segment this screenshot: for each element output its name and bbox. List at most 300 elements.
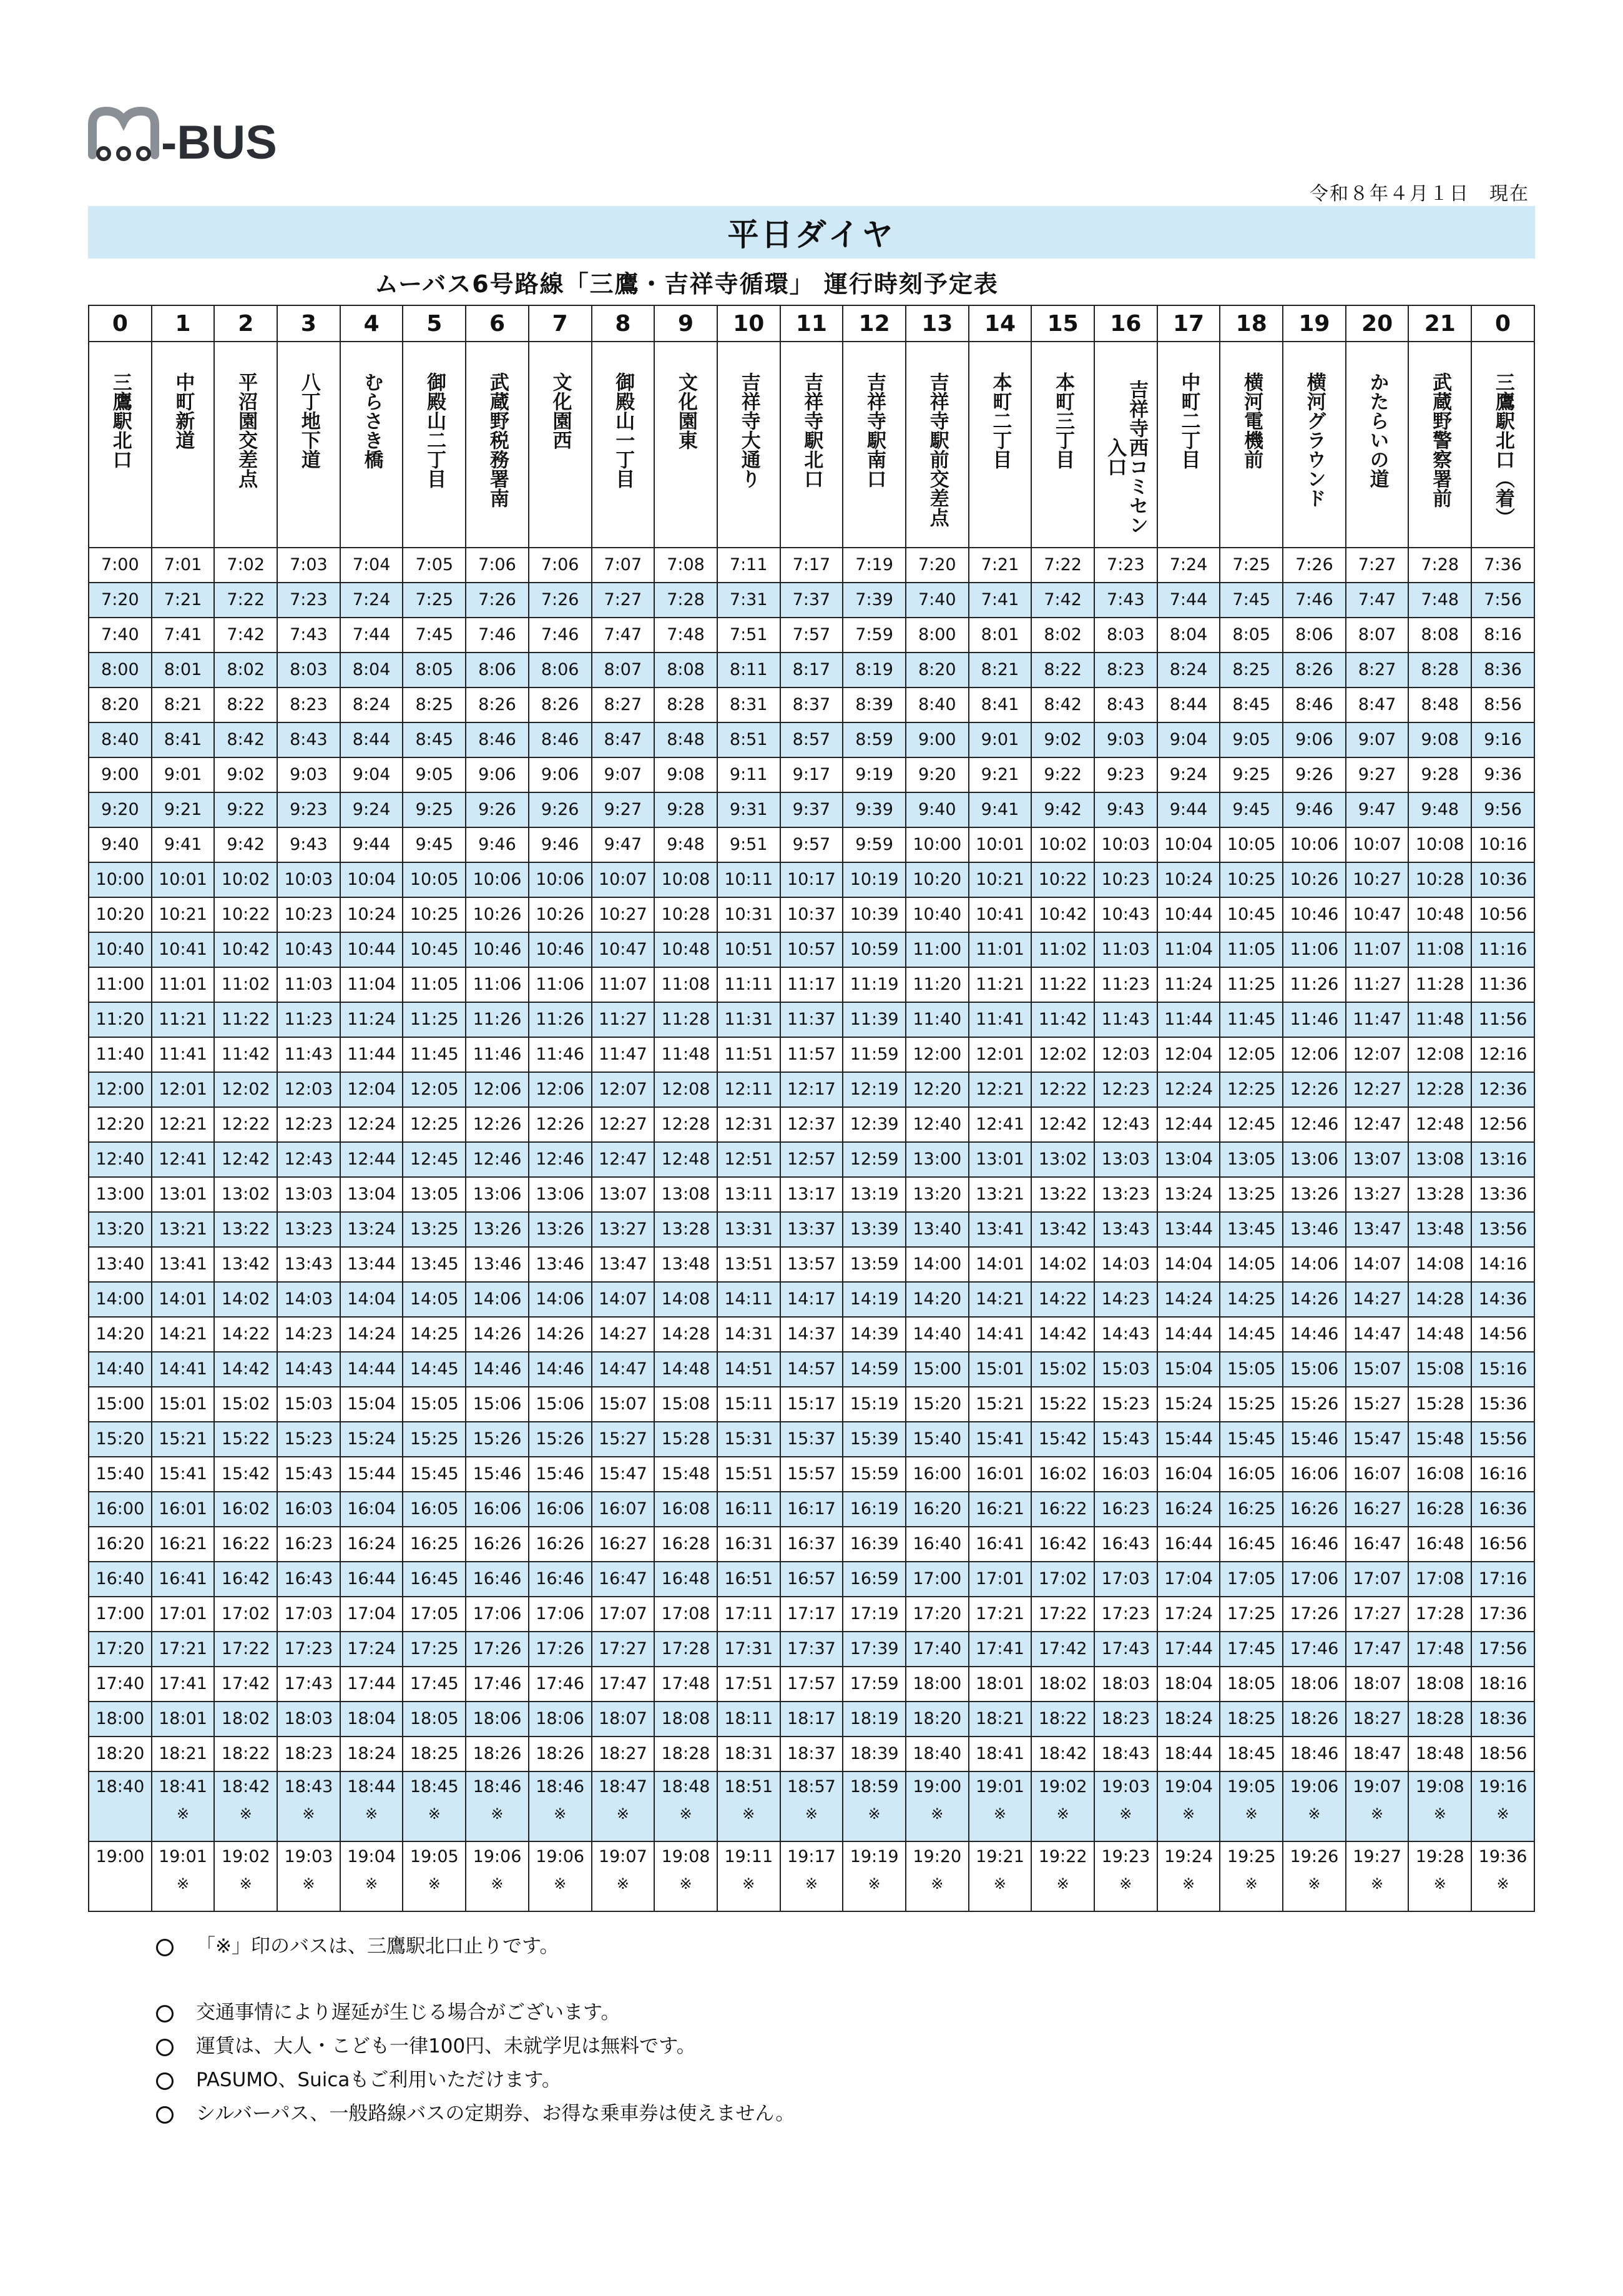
time-cell xyxy=(1094,1002,1157,1037)
departure-time: 12:25 xyxy=(1227,1080,1276,1100)
departure-time: 12:08 xyxy=(1415,1045,1464,1065)
departure-time: 7:44 xyxy=(1169,590,1208,610)
time-cell xyxy=(529,1352,592,1387)
time-cell xyxy=(717,1387,780,1422)
time-cell xyxy=(340,1037,403,1072)
departure-time: 11:06 xyxy=(473,975,522,995)
time-cell xyxy=(1471,1037,1534,1072)
departure-time: 18:36 xyxy=(1478,1709,1527,1729)
time-cell xyxy=(152,932,215,967)
departure-time: 13:27 xyxy=(598,1219,647,1239)
departure-time: 16:26 xyxy=(1290,1499,1339,1519)
terminal-mark: ※ xyxy=(554,1875,567,1893)
departure-time: 15:41 xyxy=(976,1429,1024,1449)
terminal-mark: ※ xyxy=(1371,1805,1384,1823)
departure-time: 14:01 xyxy=(159,1289,207,1309)
time-cell xyxy=(1220,722,1283,757)
time-cell xyxy=(906,967,969,1002)
time-cell xyxy=(1346,1632,1409,1667)
departure-time: 7:36 xyxy=(1484,555,1522,575)
departure-time: 16:19 xyxy=(850,1499,899,1519)
time-cell xyxy=(906,1667,969,1702)
time-cell xyxy=(1283,1841,1346,1911)
departure-time: 15:48 xyxy=(1415,1429,1464,1449)
departure-time: 17:01 xyxy=(159,1604,207,1624)
departure-time: 11:00 xyxy=(913,940,962,960)
time-cell xyxy=(592,1002,655,1037)
departure-time: 13:47 xyxy=(598,1254,647,1274)
departure-time: 13:40 xyxy=(913,1219,962,1239)
departure-time: 15:27 xyxy=(1353,1394,1401,1414)
departure-time: 9:56 xyxy=(1484,800,1522,820)
stop-name-cell xyxy=(214,342,277,548)
departure-time: 10:44 xyxy=(347,940,396,960)
departure-time: 15:00 xyxy=(96,1394,145,1414)
departure-time: 16:46 xyxy=(536,1569,585,1589)
stop-number: 2 xyxy=(214,305,277,342)
time-cell xyxy=(592,1352,655,1387)
departure-time: 8:07 xyxy=(604,660,642,680)
departure-time: 13:39 xyxy=(850,1219,899,1239)
stop-name: 吉祥寺駅前交差点 xyxy=(926,372,949,527)
time-cell xyxy=(1346,862,1409,897)
departure-time: 16:27 xyxy=(1353,1499,1401,1519)
time-cell xyxy=(654,1177,717,1212)
departure-time: 18:08 xyxy=(1415,1674,1464,1694)
stop-name: 中町新道 xyxy=(172,372,195,450)
time-cell xyxy=(1408,827,1471,862)
time-cell xyxy=(1283,687,1346,722)
time-cell xyxy=(1346,1387,1409,1422)
time-cell xyxy=(592,1212,655,1247)
departure-time: 13:20 xyxy=(913,1185,962,1205)
time-cell xyxy=(403,1632,466,1667)
time-cell xyxy=(1094,548,1157,583)
time-cell xyxy=(1283,827,1346,862)
departure-time: 12:21 xyxy=(159,1115,207,1135)
time-cell xyxy=(1031,1037,1094,1072)
time-cell xyxy=(466,1841,529,1911)
time-cell xyxy=(1283,1072,1346,1107)
departure-time: 18:11 xyxy=(724,1709,773,1729)
time-cell xyxy=(717,1177,780,1212)
time-cell xyxy=(1031,1527,1094,1562)
departure-time: 17:08 xyxy=(1415,1569,1464,1589)
departure-time: 18:31 xyxy=(724,1744,773,1764)
time-cell xyxy=(592,653,655,687)
time-cell xyxy=(1283,1317,1346,1352)
time-cell xyxy=(780,1667,843,1702)
table-row xyxy=(89,1072,1534,1107)
time-cell xyxy=(1346,1247,1409,1282)
departure-time: 18:24 xyxy=(347,1744,396,1764)
departure-time: 17:16 xyxy=(1478,1569,1527,1589)
stop-name-cell xyxy=(592,342,655,548)
terminal-mark: ※ xyxy=(616,1875,629,1893)
departure-time: 10:23 xyxy=(284,905,333,925)
departure-time: 14:20 xyxy=(913,1289,962,1309)
time-cell xyxy=(1346,1702,1409,1737)
time-cell xyxy=(340,1562,403,1597)
time-cell xyxy=(466,1771,529,1841)
time-cell xyxy=(340,1597,403,1632)
time-cell xyxy=(1094,1072,1157,1107)
departure-time: 7:43 xyxy=(1107,590,1145,610)
time-cell xyxy=(277,1352,340,1387)
table-row xyxy=(89,1702,1534,1737)
departure-time: 12:00 xyxy=(96,1080,145,1100)
time-cell xyxy=(89,1632,152,1667)
note-item: 交通事情により遅延が生じる場合がございます。 xyxy=(156,1996,795,2029)
table-row xyxy=(89,1422,1534,1457)
terminal-mark: ※ xyxy=(679,1805,692,1823)
departure-time: 7:28 xyxy=(1421,555,1459,575)
departure-time: 17:20 xyxy=(913,1604,962,1624)
time-cell xyxy=(277,1492,340,1527)
time-cell xyxy=(717,792,780,827)
departure-time: 7:21 xyxy=(164,590,202,610)
departure-time: 14:46 xyxy=(473,1359,522,1379)
departure-time: 12:24 xyxy=(1164,1080,1213,1100)
departure-time: 14:06 xyxy=(473,1289,522,1309)
note-item: 運賃は、大人・こども一律100円、未就学児は無料です。 xyxy=(156,2029,795,2063)
departure-time: 17:03 xyxy=(284,1604,333,1624)
time-cell xyxy=(1408,1107,1471,1142)
departure-time: 18:40 xyxy=(913,1744,962,1764)
departure-time: 8:27 xyxy=(604,695,642,715)
departure-time: 9:05 xyxy=(1232,730,1271,750)
time-cell xyxy=(1220,897,1283,932)
time-cell xyxy=(1220,967,1283,1002)
time-cell xyxy=(780,1037,843,1072)
departure-time: 7:27 xyxy=(1358,555,1396,575)
time-cell xyxy=(969,1002,1032,1037)
departure-time: 12:02 xyxy=(1038,1045,1087,1065)
time-cell xyxy=(1157,827,1220,862)
departure-time: 16:47 xyxy=(598,1569,647,1589)
time-cell xyxy=(1408,1632,1471,1667)
time-cell xyxy=(89,1562,152,1597)
time-cell xyxy=(1408,1737,1471,1771)
time-cell xyxy=(340,827,403,862)
time-cell xyxy=(214,1457,277,1492)
time-cell xyxy=(340,1771,403,1841)
time-cell xyxy=(403,932,466,967)
time-cell xyxy=(152,897,215,932)
stop-name-cell xyxy=(403,342,466,548)
departure-time: 15:05 xyxy=(1227,1359,1276,1379)
terminal-mark: ※ xyxy=(1245,1875,1258,1893)
departure-time: 7:00 xyxy=(101,555,139,575)
departure-time: 9:22 xyxy=(1044,765,1082,785)
departure-time: 18:26 xyxy=(536,1744,585,1764)
time-cell xyxy=(717,932,780,967)
departure-time: 17:40 xyxy=(96,1674,145,1694)
departure-time: 11:42 xyxy=(1038,1010,1087,1030)
time-cell xyxy=(1220,1212,1283,1247)
departure-time: 10:16 xyxy=(1478,835,1527,855)
time-cell xyxy=(340,862,403,897)
time-cell xyxy=(1346,1072,1409,1107)
time-cell xyxy=(1031,932,1094,967)
time-cell xyxy=(1031,757,1094,792)
departure-time: 8:51 xyxy=(729,730,768,750)
time-cell xyxy=(780,862,843,897)
departure-time: 16:42 xyxy=(1038,1534,1087,1554)
time-cell xyxy=(1157,1002,1220,1037)
time-cell xyxy=(1220,1457,1283,1492)
time-cell xyxy=(340,1072,403,1107)
departure-time: 15:22 xyxy=(221,1429,270,1449)
time-cell xyxy=(1220,1177,1283,1212)
time-cell xyxy=(1283,897,1346,932)
departure-time: 12:07 xyxy=(1353,1045,1401,1065)
departure-time: 16:16 xyxy=(1478,1464,1527,1484)
time-cell xyxy=(89,687,152,722)
departure-time: 7:21 xyxy=(981,555,1019,575)
time-cell xyxy=(403,1282,466,1317)
time-cell xyxy=(89,1597,152,1632)
departure-time: 14:04 xyxy=(347,1289,396,1309)
departure-time: 18:07 xyxy=(598,1709,647,1729)
departure-time: 12:27 xyxy=(598,1115,647,1135)
time-cell xyxy=(152,967,215,1002)
time-cell xyxy=(1346,1457,1409,1492)
time-cell xyxy=(152,862,215,897)
departure-time: 9:06 xyxy=(541,765,579,785)
departure-time: 12:43 xyxy=(284,1150,333,1170)
departure-time: 12:03 xyxy=(1101,1045,1150,1065)
time-cell xyxy=(843,1107,906,1142)
table-row xyxy=(89,548,1534,583)
departure-time: 9:07 xyxy=(604,765,642,785)
departure-time: 10:45 xyxy=(1227,905,1276,925)
time-cell xyxy=(906,548,969,583)
departure-time: 12:06 xyxy=(473,1080,522,1100)
stop-name-cell xyxy=(1220,342,1283,548)
time-cell xyxy=(466,1527,529,1562)
time-cell xyxy=(906,1527,969,1562)
departure-time: 19:02 xyxy=(1038,1776,1087,1796)
time-cell xyxy=(529,1177,592,1212)
departure-time: 8:43 xyxy=(290,730,328,750)
stop-number: 9 xyxy=(654,305,717,342)
departure-time: 14:22 xyxy=(221,1324,270,1344)
departure-time: 7:57 xyxy=(792,625,831,645)
time-cell xyxy=(1471,583,1534,618)
time-cell xyxy=(843,862,906,897)
departure-time: 14:08 xyxy=(661,1289,710,1309)
departure-time: 13:22 xyxy=(1038,1185,1087,1205)
time-cell xyxy=(529,897,592,932)
stop-name-cell xyxy=(1157,342,1220,548)
time-cell xyxy=(403,1142,466,1177)
departure-time: 13:03 xyxy=(284,1185,333,1205)
departure-time: 8:26 xyxy=(541,695,579,715)
departure-time: 12:20 xyxy=(913,1080,962,1100)
departure-time: 10:03 xyxy=(1101,835,1150,855)
time-cell xyxy=(214,1142,277,1177)
time-cell xyxy=(1346,1841,1409,1911)
time-cell xyxy=(1408,757,1471,792)
departure-time: 15:02 xyxy=(221,1394,270,1414)
departure-time: 10:00 xyxy=(96,870,145,890)
time-cell xyxy=(214,897,277,932)
time-cell xyxy=(969,1597,1032,1632)
time-cell xyxy=(1157,1702,1220,1737)
departure-time: 10:28 xyxy=(1415,870,1464,890)
departure-time: 7:41 xyxy=(981,590,1019,610)
departure-time: 13:43 xyxy=(1101,1219,1150,1239)
time-cell xyxy=(1157,1422,1220,1457)
time-cell xyxy=(843,1282,906,1317)
time-cell xyxy=(152,583,215,618)
departure-time: 8:02 xyxy=(1044,625,1082,645)
departure-time: 19:08 xyxy=(661,1846,710,1866)
departure-time: 18:23 xyxy=(284,1744,333,1764)
time-cell xyxy=(152,1771,215,1841)
time-cell xyxy=(969,1037,1032,1072)
time-cell xyxy=(1283,932,1346,967)
departure-time: 8:20 xyxy=(918,660,956,680)
departure-time: 17:20 xyxy=(96,1639,145,1659)
time-cell xyxy=(403,1597,466,1632)
departure-time: 13:05 xyxy=(409,1185,459,1205)
departure-time: 15:46 xyxy=(473,1464,522,1484)
departure-time: 14:43 xyxy=(284,1359,333,1379)
time-cell xyxy=(529,583,592,618)
time-cell xyxy=(1031,1002,1094,1037)
time-cell xyxy=(1471,757,1534,792)
terminal-mark: ※ xyxy=(365,1875,378,1893)
time-cell xyxy=(717,687,780,722)
departure-time: 10:23 xyxy=(1101,870,1150,890)
time-cell xyxy=(277,687,340,722)
departure-time: 16:43 xyxy=(284,1569,333,1589)
departure-time: 7:46 xyxy=(478,625,516,645)
departure-time: 11:19 xyxy=(850,975,899,995)
time-cell xyxy=(969,1527,1032,1562)
time-cell xyxy=(1031,722,1094,757)
departure-time: 9:26 xyxy=(1295,765,1333,785)
time-cell xyxy=(214,1282,277,1317)
departure-time: 18:08 xyxy=(661,1709,710,1729)
time-cell xyxy=(1094,1422,1157,1457)
terminal-mark: ※ xyxy=(742,1805,755,1823)
time-cell xyxy=(906,653,969,687)
time-cell xyxy=(1471,1282,1534,1317)
departure-time: 13:04 xyxy=(347,1185,396,1205)
time-cell xyxy=(1031,1771,1094,1841)
departure-time: 15:03 xyxy=(284,1394,333,1414)
time-cell xyxy=(969,1457,1032,1492)
departure-time: 17:27 xyxy=(1353,1604,1401,1624)
departure-time: 9:03 xyxy=(290,765,328,785)
time-cell xyxy=(1283,1037,1346,1072)
table-row xyxy=(89,1247,1534,1282)
departure-time: 17:28 xyxy=(1415,1604,1464,1624)
stop-number: 8 xyxy=(592,305,655,342)
time-cell xyxy=(1157,897,1220,932)
departure-time: 15:04 xyxy=(347,1394,396,1414)
time-cell xyxy=(529,1422,592,1457)
time-cell xyxy=(277,897,340,932)
departure-time: 7:27 xyxy=(604,590,642,610)
time-cell xyxy=(529,1702,592,1737)
departure-time: 9:26 xyxy=(541,800,579,820)
time-cell xyxy=(1031,1702,1094,1737)
stop-number: 4 xyxy=(340,305,403,342)
time-cell xyxy=(1157,1562,1220,1597)
departure-time: 7:45 xyxy=(1232,590,1271,610)
departure-time: 19:05 xyxy=(1227,1776,1276,1796)
departure-time: 16:42 xyxy=(221,1569,270,1589)
departure-time: 12:21 xyxy=(976,1080,1024,1100)
time-cell xyxy=(1031,687,1094,722)
time-cell xyxy=(529,1737,592,1771)
time-cell xyxy=(466,932,529,967)
time-cell xyxy=(1283,1107,1346,1142)
stop-number: 12 xyxy=(843,305,906,342)
time-cell xyxy=(1471,1492,1534,1527)
time-cell xyxy=(717,897,780,932)
time-cell xyxy=(1094,967,1157,1002)
time-cell xyxy=(1346,967,1409,1002)
time-cell xyxy=(843,1422,906,1457)
departure-time: 11:31 xyxy=(724,1010,773,1030)
time-cell xyxy=(969,1737,1032,1771)
departure-time: 7:45 xyxy=(415,625,454,645)
departure-time: 15:06 xyxy=(1290,1359,1339,1379)
time-cell xyxy=(1220,548,1283,583)
departure-time: 14:26 xyxy=(1290,1289,1339,1309)
time-cell xyxy=(717,653,780,687)
time-cell xyxy=(843,792,906,827)
time-cell xyxy=(529,1247,592,1282)
time-cell xyxy=(1471,1841,1534,1911)
time-cell xyxy=(1408,1597,1471,1632)
time-cell xyxy=(152,722,215,757)
time-cell xyxy=(1408,1072,1471,1107)
time-cell xyxy=(906,897,969,932)
time-cell xyxy=(780,1702,843,1737)
departure-time: 10:40 xyxy=(96,940,145,960)
time-cell xyxy=(1157,1037,1220,1072)
time-cell xyxy=(780,897,843,932)
time-cell xyxy=(89,1212,152,1247)
departure-time: 8:28 xyxy=(1421,660,1459,680)
departure-time: 17:28 xyxy=(661,1639,710,1659)
departure-time: 11:21 xyxy=(976,975,1024,995)
time-cell xyxy=(214,1737,277,1771)
time-cell xyxy=(1094,1527,1157,1562)
time-cell xyxy=(592,827,655,862)
time-cell xyxy=(969,1107,1032,1142)
departure-time: 10:02 xyxy=(221,870,270,890)
stop-number: 0 xyxy=(89,305,152,342)
time-cell xyxy=(1031,1177,1094,1212)
circle-bullet-icon xyxy=(156,2072,174,2090)
time-cell xyxy=(969,862,1032,897)
time-cell xyxy=(403,653,466,687)
time-cell xyxy=(1220,687,1283,722)
departure-time: 15:47 xyxy=(598,1464,647,1484)
departure-time: 16:36 xyxy=(1478,1499,1527,1519)
departure-time: 17:24 xyxy=(347,1639,396,1659)
departure-time: 11:46 xyxy=(473,1045,522,1065)
time-cell xyxy=(780,1352,843,1387)
departure-time: 12:41 xyxy=(159,1150,207,1170)
